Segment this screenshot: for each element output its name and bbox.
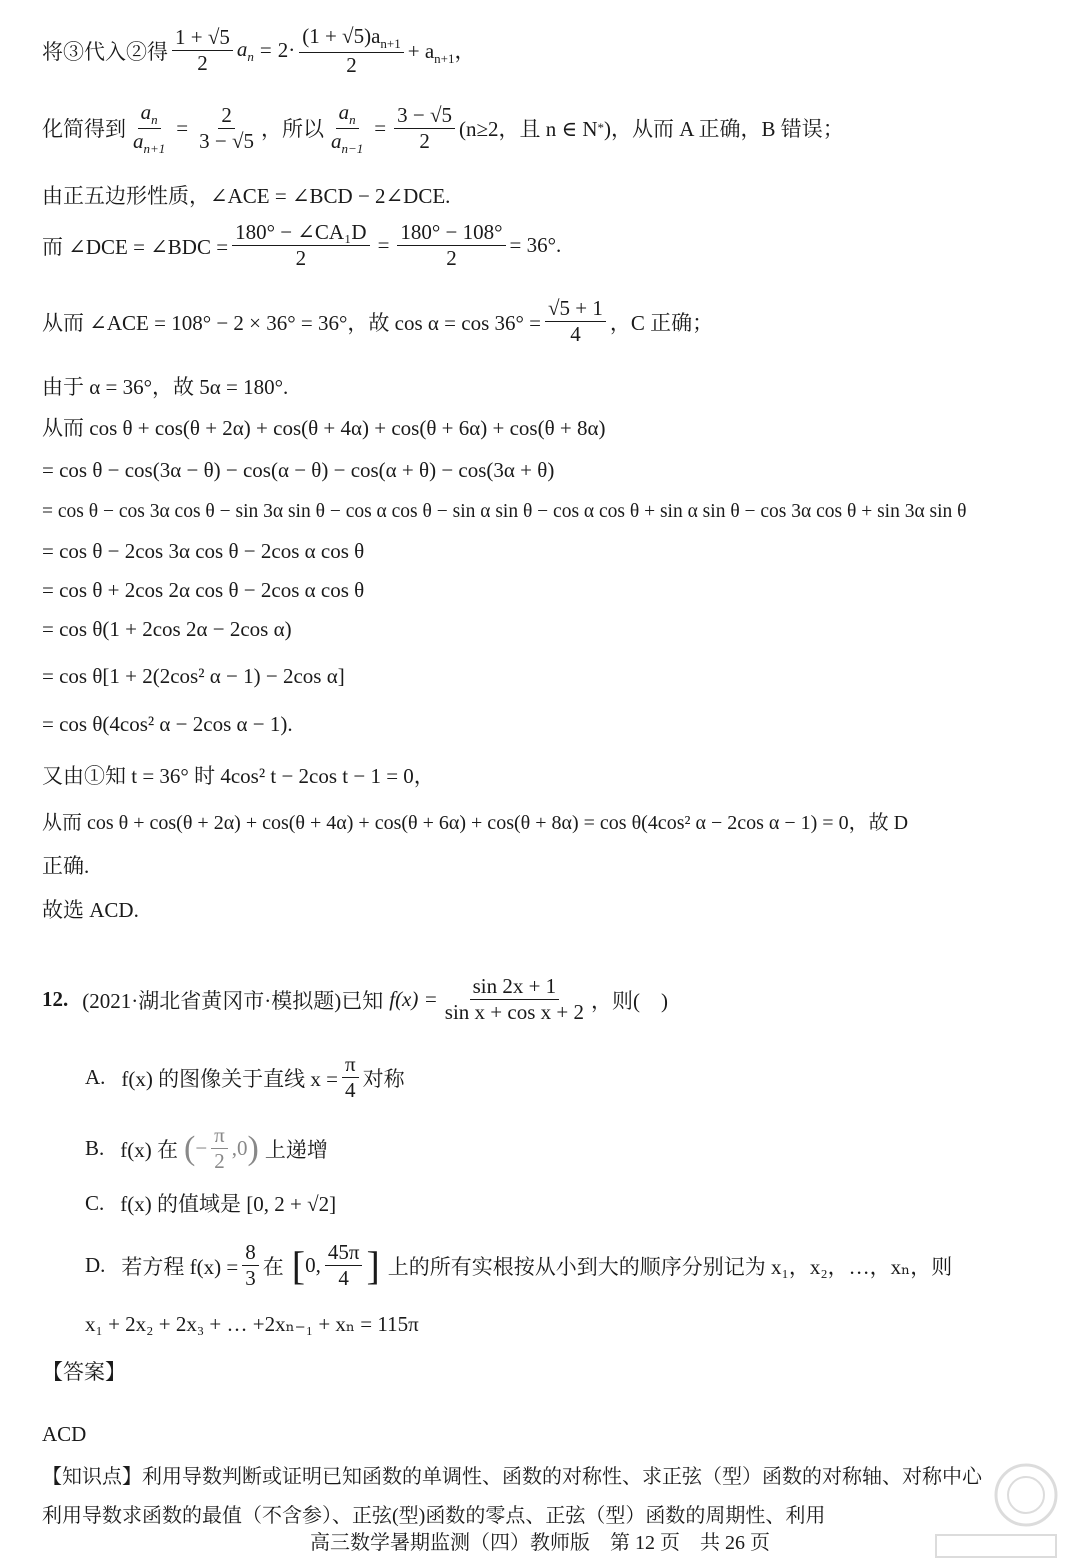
fraction: [442, 974, 587, 1025]
denominator: sin x + cos x + 2: [444, 1000, 584, 1025]
question-number: 12.: [42, 987, 69, 1012]
var: $a_n$: [236, 36, 254, 65]
equation-line-4: 而 ∠DCE = ∠BDC = $\frac{\text{180° − ∠CA₁D}}{2}$ = $\frac{180^\circ - 108^\circ}{2}$ = 36°.: [42, 220, 562, 271]
text: ，C 正确；: [609, 310, 714, 335]
numerator: $a_n$: [336, 100, 359, 129]
fraction: [130, 100, 168, 157]
option-label: B.: [85, 1136, 105, 1161]
numerator: 2: [218, 103, 235, 129]
fraction: [545, 296, 606, 347]
equation-line-1: [42, 24, 476, 78]
denominator: 2: [446, 246, 457, 271]
denominator: 4: [570, 322, 581, 347]
option-c: [85, 1188, 336, 1218]
numerator: π: [342, 1052, 359, 1078]
numerator: 8: [242, 1240, 259, 1266]
fraction: [397, 220, 505, 271]
numerator: π: [211, 1123, 228, 1149]
text: = 36°.: [509, 233, 562, 258]
option-text: 对称: [362, 1066, 405, 1091]
option-text: 若方程 f(x) =: [121, 1254, 239, 1279]
fraction: [394, 103, 455, 154]
text-line-10: = cos θ − 2cos 3α cos θ − 2cos α cos θ: [42, 539, 365, 563]
option-text: 上的所有实根按从小到大的顺序分别记为 x₁，x₂，…，xₙ，则: [387, 1254, 953, 1279]
text-line-7: 从而 cos θ + cos(θ + 2α) + cos(θ + 4α) + cos(θ + 6α) + cos(θ + 8α): [42, 416, 606, 440]
fraction: [232, 220, 370, 271]
text: 而 ∠DCE = ∠BDC =: [42, 234, 229, 259]
denominator: 4: [345, 1078, 356, 1103]
denominator: 2: [214, 1149, 225, 1174]
fraction: [211, 1123, 228, 1174]
numerator: 1 + √5: [172, 25, 233, 51]
fraction: [328, 100, 366, 157]
numerator: 45π: [325, 1240, 363, 1266]
page-footer: 高三数学暑期监测（四）教师版 第 12 页 共 26 页: [310, 1532, 770, 1554]
text-line-15: 又由①知 t = 36° 时 4cos² t − 2cos t − 1 = 0，: [42, 764, 435, 788]
numerator: sin 2x + 1: [470, 974, 560, 1000]
text-line-16: 从而 cos θ + cos(θ + 2α) + cos(θ + 4α) + cos(θ + 6α) + cos(θ + 8α) = cos θ(4cos² α − 2cos α − 1) = 0，故 D: [42, 812, 909, 834]
fraction: [242, 1240, 259, 1291]
text-line-11: = cos θ + 2cos 2α cos θ − 2cos α cos θ: [42, 578, 365, 602]
text: 2·: [277, 38, 296, 63]
fraction: [325, 1240, 363, 1291]
option-text: f(x) 的值域是 [0, 2 + √2]: [120, 1192, 337, 1216]
option-label: C.: [85, 1190, 105, 1215]
text: + $a_{n+1}$，: [407, 38, 476, 67]
answer-value: ACD: [42, 1422, 87, 1446]
option-text: 在: [262, 1254, 284, 1279]
option-text: f(x) 在: [120, 1137, 178, 1162]
answer-header: 【答案】: [42, 1360, 126, 1384]
denominator: $a_{n-1}$: [331, 128, 364, 156]
text-line-13: = cos θ[1 + 2(2cos² α − 1) − 2cos α]: [42, 664, 345, 688]
denominator: 3: [245, 1266, 256, 1291]
numerator: √5 + 1: [545, 296, 606, 322]
text: =: [259, 38, 272, 63]
numerator: $a_n$: [138, 100, 161, 129]
text: ，则( ): [590, 988, 668, 1013]
denominator: 4: [338, 1266, 349, 1291]
text-line-17: 故选 ACD.: [42, 898, 139, 922]
equation-line-2: 化简得到 $\frac{a_n}{a_{n+1}}$ = $\frac{2}{3 - √5}$ ，所以 $\frac{a_n}{a_{n-1}}$ = $\frac{3 - √5}{2}$ (n≥2，且 n ∈ N * )，从而 A 正确，B 错误；: [42, 100, 844, 156]
denominator: 2: [295, 246, 307, 271]
text-line-3: 由正五边形性质，∠ACE = ∠BCD − 2∠DCE.: [42, 184, 451, 208]
text-line-16b: 正确.: [42, 854, 90, 878]
knowledge-line-1: 【知识点】利用导数判断或证明已知函数的单调性、函数的对称性、求正弦（型）函数的对称轴、对称中心: [42, 1466, 982, 1488]
text-line-14: = cos θ(4cos² α − 2cos α − 1).: [42, 712, 293, 736]
question-source: (2021·湖北省黄冈市·模拟题)已知: [82, 988, 384, 1013]
watermark-logo: [926, 1455, 1066, 1565]
denominator: 3 − √5: [199, 128, 254, 153]
option-text: f(x) 的图像关于直线 x =: [121, 1066, 338, 1091]
question-12-stem: [42, 974, 668, 1025]
option-label: A.: [85, 1065, 106, 1090]
option-b: B. f(x) 在 ( − $\frac{\pi}{2}$ ,0 ) 上递增: [85, 1123, 328, 1174]
option-d-equation: x₁ + 2x₂ + 2x₃ + … +2xₙ₋₁ + xₙ = 115π: [85, 1312, 419, 1336]
fraction: [196, 103, 257, 154]
function: f(x) =: [389, 987, 438, 1012]
text-line-9: = cos θ − cos 3α cos θ − sin 3α sin θ − cos α cos θ − sin α sin θ − cos α cos θ + sin α sin θ − cos 3α cos θ + sin 3α sin θ: [42, 501, 967, 522]
fraction: [299, 24, 404, 78]
numerator: 3 − √5: [394, 103, 455, 129]
equation-line-5: [42, 296, 713, 347]
option-label: D.: [85, 1253, 106, 1278]
option-text: 上递增: [264, 1137, 328, 1162]
text: (n≥2，且 n ∈ N: [459, 117, 598, 142]
denominator: 2: [197, 51, 208, 76]
text: 将③代入②得: [42, 39, 168, 64]
option-d: D. 若方程 f(x) = $\frac{8}{3}$ 在 [ 0, $\frac{45\pi}{4}$ ] 上的所有实根按从小到大的顺序分别记为 x₁，x₂，…，xₙ，则: [85, 1240, 953, 1291]
numerator: 180° − ∠CA₁D: [232, 220, 370, 246]
denominator: 2: [346, 52, 357, 77]
text: ，所以: [261, 117, 324, 142]
fraction: [342, 1052, 359, 1103]
option-a: [85, 1052, 405, 1103]
knowledge-line-2: 利用导数求函数的最值（不含参）、正弦(型)函数的零点、正弦（型）函数的周期性、利用: [42, 1505, 826, 1527]
text: 从而 ∠ACE = 108° − 2 × 36° = 36°，故 cos α = cos 36° =: [42, 310, 541, 335]
fraction: [172, 25, 233, 76]
numerator: 180° − 108°: [397, 220, 505, 246]
text-line-8: = cos θ − cos(3α − θ) − cos(α − θ) − cos(α + θ) − cos(3α + θ): [42, 458, 555, 482]
text: 化简得到: [42, 117, 126, 142]
numerator: $(1 + √5)a_{n+1}$: [299, 24, 404, 53]
text-line-6: 由于 α = 36°，故 5α = 180°.: [42, 375, 289, 399]
text-line-12: = cos θ(1 + 2cos 2α − 2cos α): [42, 617, 292, 641]
denominator: 2: [419, 128, 430, 153]
denominator: $a_{n+1}$: [133, 128, 166, 156]
text: )，从而 A 正确，B 错误；: [603, 117, 844, 142]
